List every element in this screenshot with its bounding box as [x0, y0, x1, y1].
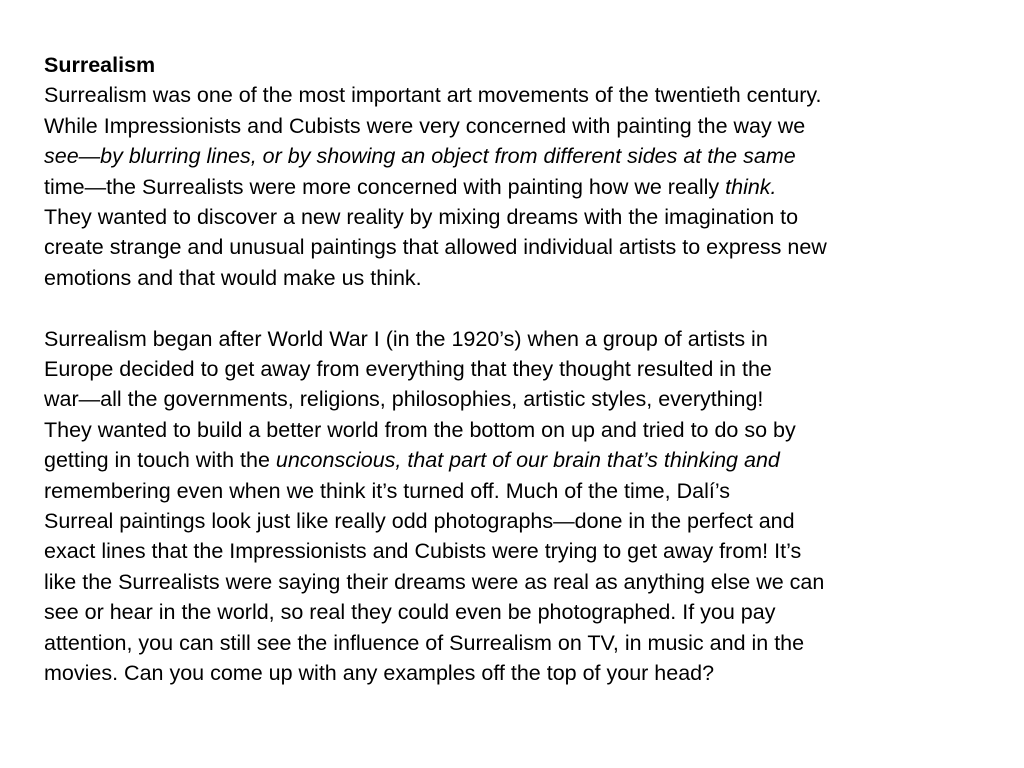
page-title: Surrealism	[44, 53, 156, 77]
italic-text: see—by blurring lines, or by showing an object from different sides at the same	[44, 144, 796, 169]
italic-text: think.	[725, 174, 777, 199]
paragraph-2-line-6: remembering even when we think it’s turned off. Much of the time, Dalí’s	[44, 478, 730, 503]
paragraph-2-line-1: Surrealism began after World War I (in the 1920’s) when a group of artists in	[44, 326, 768, 351]
paragraph-2-line-11: attention, you can still see the influence of Surrealism on TV, in music and in the	[44, 630, 805, 655]
plain-text: time—the Surrealists were more concerned with painting how we really	[44, 174, 726, 199]
paragraph-1-line-2: While Impressionists and Cubists were very concerned with painting the way we	[44, 113, 806, 138]
paragraph-2-line-9: like the Surrealists were saying their dreams were as real as anything else we can	[44, 569, 825, 594]
paragraph-2-line-3: war—all the governments, religions, philosophies, artistic styles, everything!	[44, 387, 764, 412]
paragraph-1-line-5: They wanted to discover a new reality by mixing dreams with the imagination to	[44, 205, 799, 230]
paragraph-2-line-5	[44, 445, 1004, 475]
italic-text: unconscious, that part of our brain that’s thinking and	[275, 448, 780, 473]
paragraph-1-line-3	[44, 141, 1004, 171]
paragraph-2-line-10: see or hear in the world, so real they could even be photographed. If you pay	[44, 600, 776, 625]
paragraph-2-line-12: movies. Can you come up with any examples off the top of your head?	[44, 661, 715, 686]
paragraph-1-line-4	[44, 172, 1004, 202]
paragraph-1-line-6: create strange and unusual paintings that allowed individual artists to express new	[44, 235, 827, 260]
paragraph-1-line-1: Surrealism was one of the most important art movements of the twentieth century.	[44, 83, 822, 108]
paragraph-spacer	[44, 293, 1004, 323]
paragraph-2-line-2: Europe decided to get away from everything that they thought resulted in the	[44, 357, 772, 382]
slide-text-body	[44, 50, 1004, 689]
paragraph-1-line-7: emotions and that would make us think.	[44, 265, 422, 290]
paragraph-2-line-4: They wanted to build a better world from the bottom on up and tried to do so by	[44, 417, 796, 442]
paragraph-2-line-8: exact lines that the Impressionists and Cubists were trying to get away from! It’s	[44, 539, 802, 564]
paragraph-2	[44, 324, 1004, 689]
plain-text: getting in touch with the	[44, 448, 276, 473]
paragraph-2-line-7: Surreal paintings look just like really odd photographs—done in the perfect and	[44, 509, 795, 534]
paragraph-1	[44, 80, 1004, 293]
